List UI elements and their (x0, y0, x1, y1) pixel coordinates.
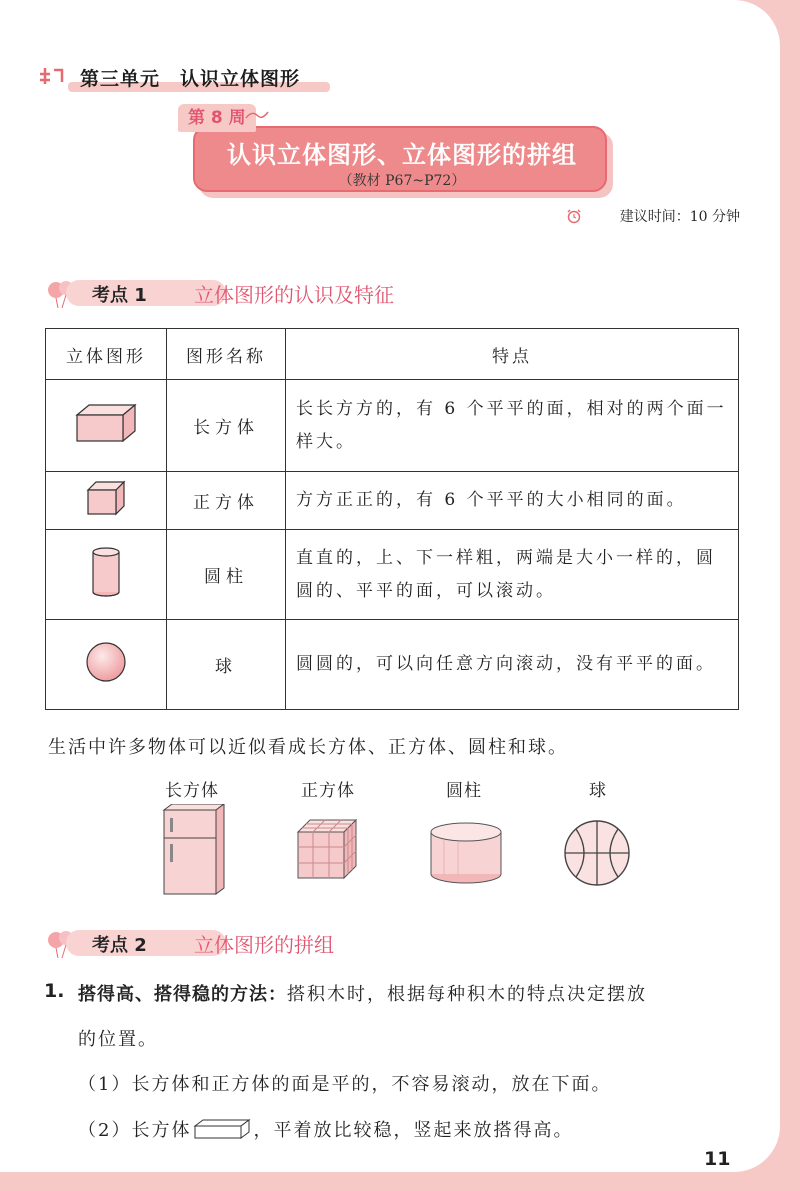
table-header: 特点 (286, 329, 739, 380)
sphere-icon (85, 641, 127, 683)
rubiks-cube-icon (296, 818, 358, 880)
topic-box (193, 126, 607, 192)
point-bold: 搭得高、搭得稳的方法： (78, 984, 287, 1005)
topic-subtitle: （教材 P67~P72） (338, 173, 466, 189)
shape-name: 长方体 (167, 380, 286, 472)
topic-title: 认识立体图形、立体图形的拼组 (227, 141, 577, 169)
shape-name: 正方体 (167, 472, 286, 530)
basketball-icon (562, 818, 632, 888)
shape-desc: 长长方方的，有 6 个平平的面，相对的两个面一样大。 (286, 380, 739, 472)
table-header: 立体图形 (46, 329, 167, 380)
table-row (46, 530, 739, 620)
section1-title: 立体图形的认识及特征 (194, 283, 394, 307)
section2-title: 立体图形的拼组 (194, 933, 334, 957)
page-number: 11 (704, 1148, 731, 1170)
cuboid-icon (75, 403, 137, 443)
flat-cuboid-icon (193, 1118, 251, 1140)
sub-point-2 (78, 1116, 573, 1142)
table-header: 图形名称 (167, 329, 286, 380)
point-text (78, 980, 647, 1006)
shape-cell (46, 472, 167, 530)
shape-cell (46, 530, 167, 620)
point-text-cont: 的位置。 (78, 1029, 158, 1050)
unit-title: 第三单元 认识立体图形 (80, 68, 301, 90)
section1-label: 考点 1 (92, 285, 147, 306)
table-row (46, 620, 739, 710)
shape-name: 圆柱 (167, 530, 286, 620)
suggested-time: 建议时间：10 分钟 (619, 209, 740, 225)
example-label: 长方体 (165, 781, 219, 801)
point-body: 搭积木时，根据每种积木的特点决定摆放 (287, 984, 647, 1005)
section2-label: 考点 2 (92, 935, 147, 956)
refrigerator-icon (160, 804, 226, 896)
swirl-deco-icon (244, 108, 270, 122)
table-row (46, 472, 739, 530)
example-label: 圆柱 (446, 781, 482, 801)
sub-point-2-before: （2）长方体 (78, 1120, 192, 1141)
shape-features-table (45, 328, 739, 710)
life-examples-text: 生活中许多物体可以近似看成长方体、正方体、圆柱和球。 (48, 737, 568, 758)
sub-point-1: （1）长方体和正方体的面是平的，不容易滚动，放在下面。 (78, 1074, 612, 1095)
shape-desc: 方方正正的，有 6 个平平的大小相同的面。 (286, 472, 739, 530)
alarm-clock-icon (566, 208, 582, 224)
shape-cell (46, 380, 167, 472)
sub-point-2-after: ，平着放比较稳，竖起来放搭得高。 (253, 1120, 574, 1141)
point-number: 1. (44, 980, 65, 1002)
example-label: 球 (589, 781, 607, 801)
section2-header (44, 926, 764, 962)
table-header-row (46, 329, 739, 380)
cube-icon (86, 480, 126, 516)
table-row (46, 380, 739, 472)
shape-name: 球 (167, 620, 286, 710)
shape-cell (46, 620, 167, 710)
week-tag: 第 8 周 (178, 104, 256, 132)
cylinder-box-icon (428, 820, 504, 886)
example-label: 正方体 (301, 781, 355, 801)
shape-desc: 直直的，上、下一样粗，两端是大小一样的，圆圆的、平平的面，可以滚动。 (286, 530, 739, 620)
section1-header (44, 276, 764, 312)
cylinder-icon (90, 546, 122, 598)
shape-desc: 圆圆的，可以向任意方向滚动，没有平平的面。 (286, 620, 739, 710)
unit-icon (36, 64, 66, 88)
